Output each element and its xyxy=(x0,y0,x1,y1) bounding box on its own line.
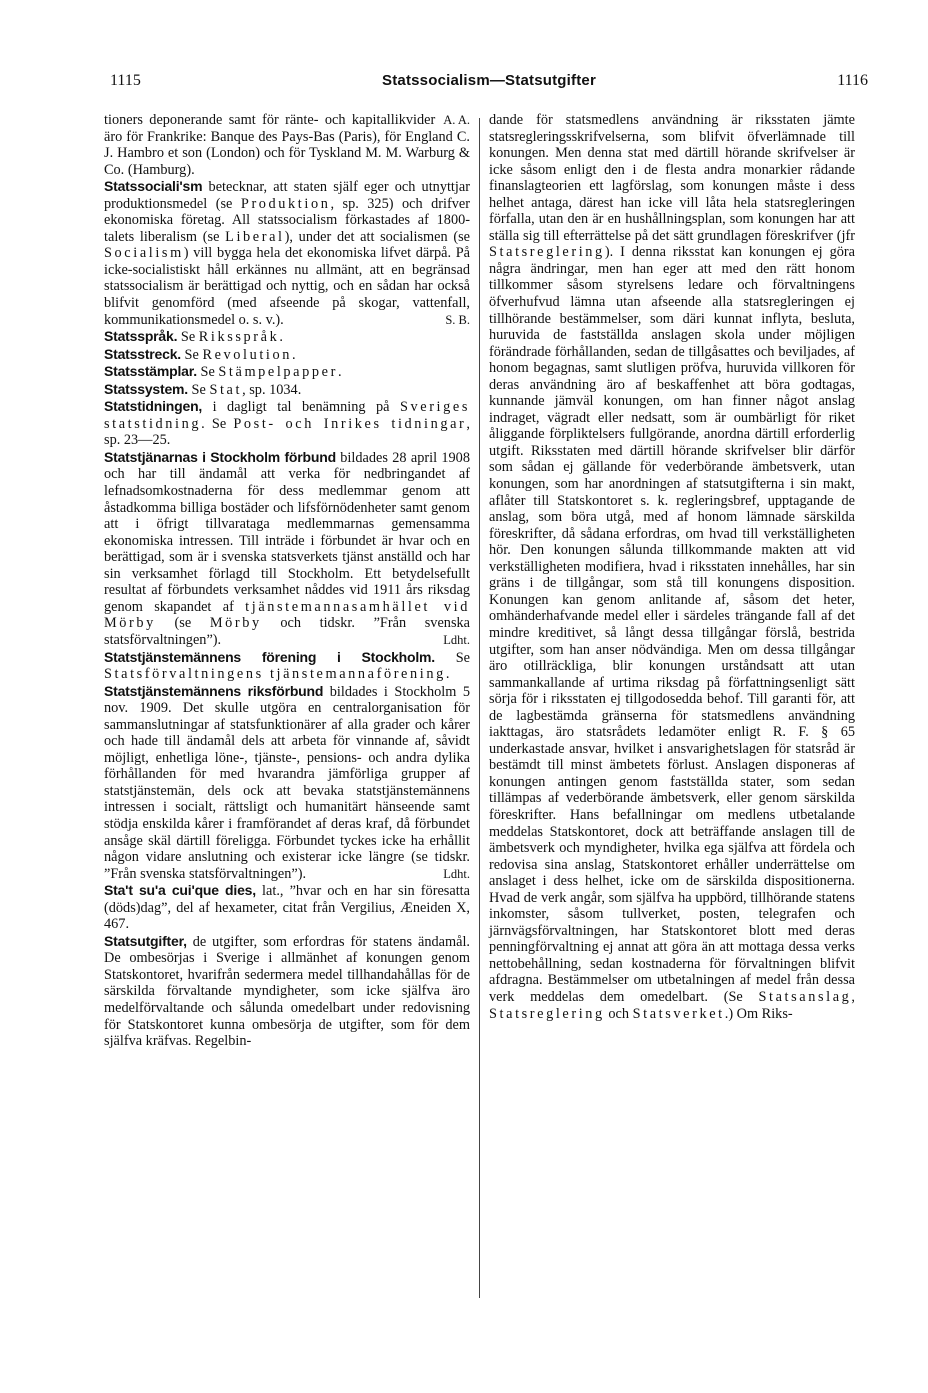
entry-text: Se xyxy=(196,364,219,381)
entry-text: Se xyxy=(177,329,199,346)
cross-reference: Stat xyxy=(209,381,243,398)
headword: Statstjänstemännens riksförbund xyxy=(104,682,324,699)
signature: Ldht. xyxy=(443,632,470,647)
headword: Statstjänstemännens förening i Stockholm. xyxy=(104,648,435,665)
headword: Statssystem. xyxy=(104,380,188,397)
entry-text: lat., ”hvar och en har sin föresatta (döds)dag”, del af hexameter, citat från Vergilius, Æneiden X, 467. xyxy=(104,883,470,933)
entry-statstjanstemannens-riksforbund xyxy=(104,683,470,883)
entry-text: dande för statsmedlens användning är riksstaten jämte statsregleringsskrifvelserna, som blifvit öfverlämnade till konungen. Men denna stat med därtill hörande skrifvelser är icke såsom enligt den i de flesta andra monarkier rådande finanslagteorien ett lagförslag, som konungen måste i dess helhet antaga, därest han icke vill låta hela statsregleringen förfalla, utan den är en hushållningsplan, som konungen har att ställa sig till efterrättelse på det sätt grundlagen föreskrifver (jfr xyxy=(489,112,855,244)
page-number-right: 1116 xyxy=(837,72,868,89)
entry-text: . Se xyxy=(201,415,234,432)
entry-text: bildades i Stockholm 5 nov. 1909. Det skulle utgöra en centralorganisation för sammanslutningar af statsfunktionärer af alla grader och kårer och hade till ändamål dels att arbeta för vinnande af, såvidt möjligt, enhetliga löne-, tjänste-, pensions- och andra dylika förhållanden för med hvarandra jämförliga grupper af statstjänstemän, dels ock att bevaka statstjänstemännens intressen i socialt, rättsligt och humanitärt hänseende samt stödja enskilda kårer i framförandet af deras kraf, då förbundet ansåge skäl därtill föreligga. Förbundet tyckes icke ha erhållit någon vidare anslutning och existerar icke längre (se tidskr. ”Från svenska statsförvaltningen”). xyxy=(104,683,470,882)
cross-reference: Statsanslag xyxy=(758,988,852,1005)
cross-reference: Statsförvaltningens tjänstemannaförening xyxy=(104,666,446,683)
cross-reference: Mörby xyxy=(209,615,262,632)
headword: Sta't su'a cui'que dies, xyxy=(104,882,256,899)
entry-text: (se xyxy=(155,615,210,632)
cross-reference: Statsverket xyxy=(632,1005,725,1022)
entry-text: , sp. 23—25. xyxy=(104,415,470,449)
headword: Statstjänarnas i Stockholm förbund xyxy=(104,448,336,465)
entry-statsutgifter-continued xyxy=(489,112,855,1022)
entry-text: Se xyxy=(187,381,210,398)
signature: S. B. xyxy=(445,312,470,327)
headword: Statsstreck. xyxy=(104,345,181,362)
entry-statstidningen xyxy=(104,398,470,449)
headword: Statsstämplar. xyxy=(104,363,197,380)
entry-text: och tidskr. ”Från svenska statsförvaltningen”). xyxy=(104,615,471,648)
entry-text: ), under det att socialismen (se xyxy=(284,228,470,245)
entry-statsstamplar xyxy=(104,363,470,381)
entry-text: , sp. 1034. xyxy=(242,381,302,398)
cross-reference: Liberal xyxy=(225,228,285,245)
entry-text: ) vill bygga hela det ekonomiska lifvet därpå. På icke-socialistiskt håll erkännes nu allmänt, att en begränsad statssocialism är berättigad och nyttig, och en sådan har också blifvit genomförd (med afseende på skogar, vattenfall, kommunikationsmedel o. s. v.). xyxy=(104,245,470,328)
cross-reference: Statsreglering xyxy=(489,244,605,261)
headword: Statstidningen, xyxy=(104,398,203,415)
left-column xyxy=(104,112,470,1050)
entry-text: , xyxy=(851,988,855,1005)
signature: Ldht. xyxy=(443,866,470,881)
running-title: Statssocialism—Statsutgifter xyxy=(382,72,596,89)
entry-statstjanarnas xyxy=(104,449,470,649)
entry-text: i dagligt tal benämning på xyxy=(202,399,400,416)
right-column xyxy=(489,112,855,1022)
headword: Statsutgifter, xyxy=(104,932,187,949)
entry-text: . xyxy=(291,346,296,363)
signature: A. A. xyxy=(443,113,470,127)
entry-text: Se xyxy=(180,346,203,363)
entry-statssprak xyxy=(104,328,470,346)
entry-text: ). I denna riksstat kan konungen ej göra några ändringar, men han eger att med den rätt honom tillkommer såsom styrelsens ledare och förvaltningens öfverhufvud lämna utan afseende alla statsregleringen ej tillhörande bestämmelser, som däri kunnat inflyta, besluta, huruvida de fastställda anslagen skola under möjligen förändrade förhållanden, sedan de tillgåsattes och beviljades, af honom begagnas, samt slutligen pröfva, huruvida villkoren för deras användning äro af beskaffenhet att böra godtagas, kunnande jämväl konungen, om han finner något anslag indraget, vägradt eller nedsatt, som är oumbärligt för riket åliggande förpliktelsers fullgörande, anordna därtill erforderlig utgift. Riksstaten med därtill hörande skrifvelser blir därför som sådan ej gällande för vederbörande ämbetsverk, utan konungen, som har anordningen af statsutgifterna i sin makt, aflåter till Statskontoret s. k. regleringsbref, upptagande de anslag, som böra utgå, med af honom lämnade särskilda föreskrifter, då sådana erfordras, om hvad till verkställigheten hör. Den konungen sålunda tillkommande makten att vid verkställigheten modifiera, hvad i riksstaten innehålles, har sin gräns i de tillgångar, som stå till konungens disposition. Konungen kan genom anlitande af, såsom det heter, omhänderhafvande medel eller i särdeles trängande fall af det mindre kreditivet, så långt dessa tillgångar förslå, bestrida utgifter, som han anser nödvändiga. Men om dessa tillgångar äro otillräckliga, blir konungen urståndsatt att utan sammankallande af urtima riksdag på författningsenligt sätt sörja för i riksstaten ej tillgodosedda behof. Till garanti för, att de lagbestämda gränserna för statsmedlens användning iakttagas, äro statsrådets ledamöter enligt R. F. § 65 underkastade ansvar, hvilket i ansvarighetslagen för statsråd är bestämdt till minst ämbetets förlust. Anslagen disponeras af konungen antingen genom fastställda stater, som sedan tillämpas af vederbörande ämbetsverk, eller genom särskilda föreskrifter. Hans befallningar om medlens utbetalande meddelas Statskontoret, dock att beträffande anslagen till de ämbetsverk och myndigheter, hvilka ega själfva att fördela och redovisa sina anslag, Statskontoret erhåller underrättelse om anslaget i dess helhet, icke om de särskilda dispositionerna. Hvad de verk angår, som själfva ha uppbörd, tillhörande statens inkomster, såsom tullverket, posten, telegrafen och järnvägsförvaltningen, har Statskontoret blott med deras penningförvaltning ej annat att göra än att mottaga dessa verks nettobehållning, sedan kostnaderna för förvaltningen blifvit afdragna. Bestämmelser om utbetalningen af medel från dessa verk meddelas dem omedelbart. (Se xyxy=(489,244,855,1005)
entry-continuation xyxy=(104,112,470,178)
entry-text: . xyxy=(337,364,342,381)
page-number-left: 1115 xyxy=(110,72,141,89)
entry-text: . xyxy=(279,329,283,346)
entry-text: de utgifter, som erfordras för statens ändamål. De ombesörjas i Sverige i allmänhet af konungen genom Statskontoret, hvarifrån sedermera medel tillhandahållas för de särskilda förvaltande myndigheter, som icke själfva äro medelförvaltande och sålunda omedelbart under redovisning för Statskontoret kunna ombesörja de utgifter, som för dem själfva kräfvas. Regelbin- xyxy=(104,933,470,1050)
entry-text: och xyxy=(604,1005,633,1022)
cross-reference: Riksspråk xyxy=(198,329,280,346)
entry-text: betecknar, att staten själf eger och utnyttjar produktionsmedel (se xyxy=(104,179,470,212)
cross-reference: Statsreglering xyxy=(489,1005,605,1022)
entry-statssystem xyxy=(104,381,470,399)
entry-text: bildades 28 april 1908 och har till ändamål att verka för nedbringandet af lefnadsomkostnaderna för dess medlemmar genom att åstadkomma billiga bostäder och lifsförnödenheter samt genom att i öfrigt tillvarataga medlemmarnas gemensamma ekonomiska intressen. Till inträde i förbundet är hvar och en berättigad, som är i svenska statsverkets tjänst anställd och har sin verksamhet förlagd till Stockholm. Ett betydelsefullt resultat af förbundets verksamhet nåddes vid 1911 års riksdag genom skapandet af xyxy=(104,449,470,615)
cross-reference: Produktion xyxy=(240,195,331,212)
entry-text: .) Om Riks- xyxy=(724,1005,793,1022)
entry-stat-sua-cuique-dies xyxy=(104,882,470,933)
cross-reference: Post- och Inrikes tidningar xyxy=(233,415,467,432)
entry-statsstreck xyxy=(104,346,470,364)
cross-reference: Socialism xyxy=(104,245,184,262)
headword: Statssociali'sm xyxy=(104,178,203,195)
cross-reference: Stämpelpapper xyxy=(218,364,338,381)
cross-reference: Sveriges statstidning xyxy=(104,399,470,432)
cross-reference: tjänstemannasamhället vid Mörby xyxy=(104,598,470,632)
page-header xyxy=(110,72,868,98)
entry-statsutgifter xyxy=(104,933,470,1050)
headword: Statsspråk. xyxy=(104,328,178,345)
entry-statstjanstemannens-forening xyxy=(104,649,470,683)
entry-text: Se xyxy=(435,649,470,666)
entry-text: . xyxy=(445,666,450,683)
cross-reference: Revolution xyxy=(202,346,292,363)
column-divider xyxy=(479,118,480,1298)
entry-text: , sp. 325) och drifver ekonomiska företag. All statssocialism förkastades af 1800-talets liberalism (se xyxy=(104,195,471,245)
entry-text: tioners deponerande samt för ränte- och kapitallikvider äro för Frankrike: Banque des Pays-Bas (Paris), för England C. J. Hambro et son (London) och för Tyskland M. M. Warburg & Co. (Hamburg). xyxy=(104,112,470,178)
entry-statssocialism xyxy=(104,178,470,328)
